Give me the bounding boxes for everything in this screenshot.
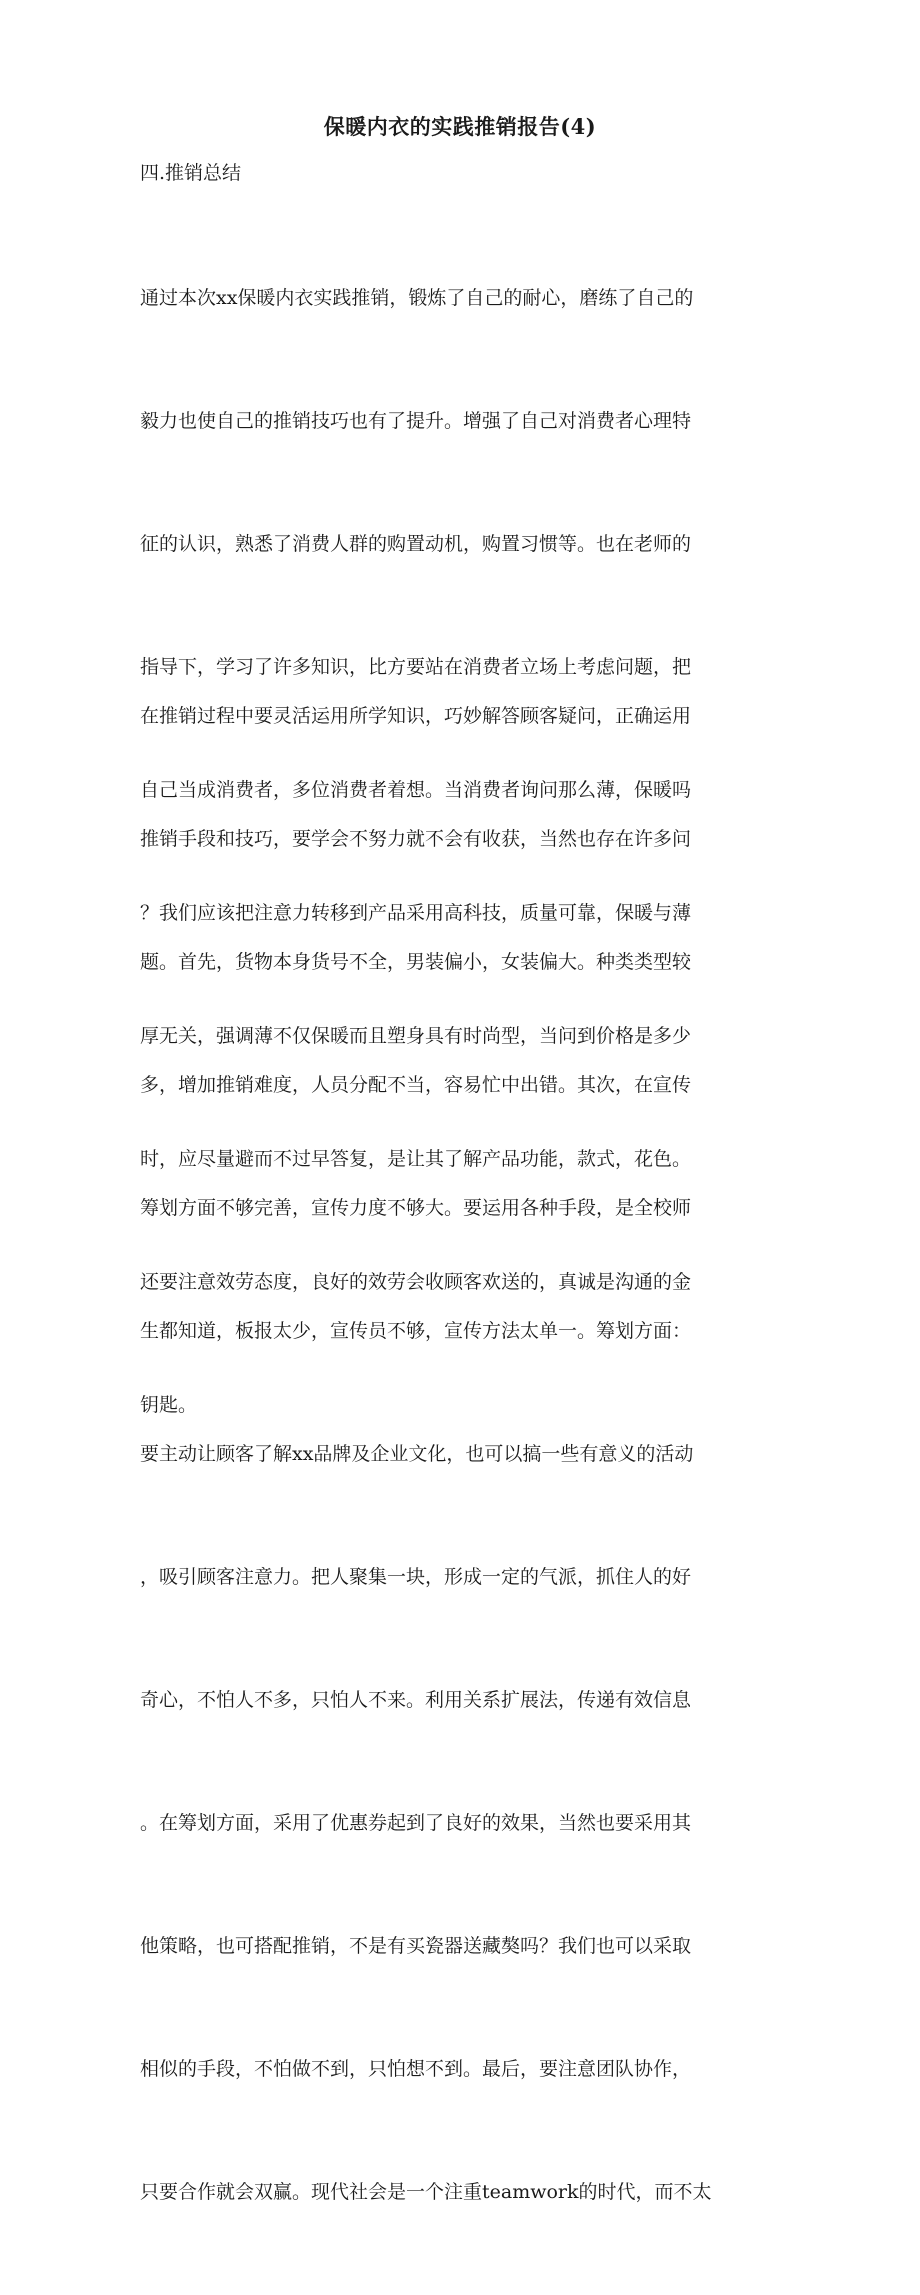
text-line: 钥匙。: [140, 1394, 198, 1416]
text-line: 相似的手段，不怕做不到，只怕想不到。最后，要注意团队协作，: [140, 2058, 692, 2080]
text-line: 只要合作就会双赢。现代社会是一个注重teamwork的时代，而不太: [140, 2181, 712, 2203]
text-line: 筹划方面不够完善，宣传力度不够大。要运用各种手段，是全校师: [140, 1197, 692, 1219]
paragraph-process: [140, 614, 770, 2295]
text-line: 。在筹划方面，采用了优惠券起到了良好的效果，当然也要采用其: [140, 1812, 692, 1834]
text-line: 自己当成消费者，多位消费者着想。当消费者询问那么薄，保暖吗: [140, 779, 692, 801]
text-line: 在推销过程中要灵活运用所学知识，巧妙解答顾客疑问，正确运用: [140, 705, 692, 727]
text-line: 指导下，学习了许多知识，比方要站在消费者立场上考虑问题，把: [140, 656, 692, 678]
text-line: 要主动让顾客了解xx品牌及企业文化，也可以搞一些有意义的活动: [140, 1443, 694, 1465]
text-line: 厚无关，强调薄不仅保暖而且塑身具有时尚型，当问到价格是多少: [140, 1025, 692, 1047]
text-line: 生都知道，板报太少，宣传员不够，宣传方法太单一。筹划方面：: [140, 1320, 692, 1342]
text-line: 还要注意效劳态度，良好的效劳会收顾客欢送的，真诚是沟通的金: [140, 1271, 692, 1293]
document-title: 保暖内衣的实践推销报告(4): [323, 114, 597, 139]
text-line: 征的认识，熟悉了消费人群的购置动机，购置习惯等。也在老师的: [140, 533, 692, 555]
section-heading: 四.推销总结: [140, 162, 242, 184]
text-line: 奇心，不怕人不多，只怕人不来。利用关系扩展法，传递有效信息: [140, 1689, 692, 1711]
text-line: 多，增加推销难度，人员分配不当，容易忙中出错。其次，在宣传: [140, 1074, 692, 1096]
text-line: ，吸引顾客注意力。把人聚集一块，形成一定的气派，抓住人的好: [140, 1566, 692, 1588]
text-line: 时，应尽量避而不过早答复，是让其了解产品功能，款式，花色。: [140, 1148, 692, 1170]
text-line: 通过本次xx保暖内衣实践推销，锻炼了自己的耐心，磨练了自己的: [140, 287, 694, 309]
text-line: 他策略，也可搭配推销，不是有买瓷器送藏獒吗？我们也可以采取: [140, 1935, 692, 1957]
text-line: 推销手段和技巧，要学会不努力就不会有收获，当然也存在许多问: [140, 828, 692, 850]
text-line: 毅力也使自己的推销技巧也有了提升。增强了自己对消费者心理特: [140, 410, 692, 432]
text-line: ？我们应该把注意力转移到产品采用高科技，质量可靠，保暖与薄: [140, 902, 692, 924]
text-line: 题。首先，货物本身货号不全，男装偏小，女装偏大。种类类型较: [140, 951, 692, 973]
